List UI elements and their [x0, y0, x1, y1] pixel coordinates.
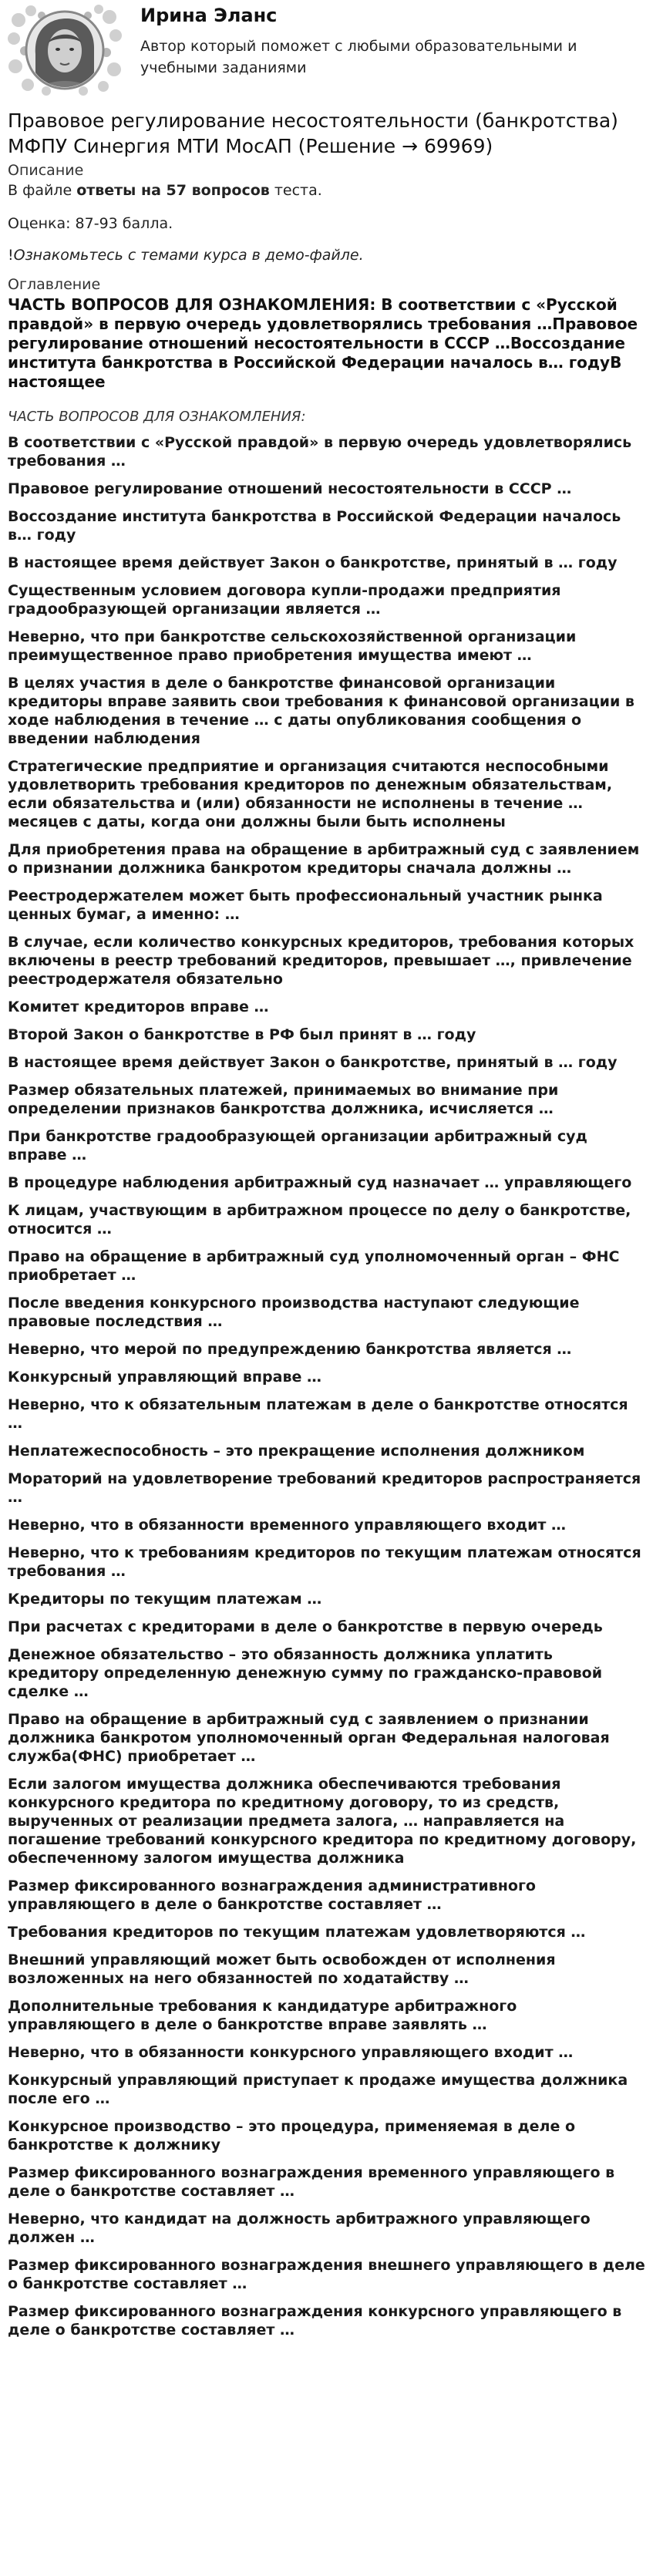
author-name[interactable]: Ирина Эланс [140, 5, 278, 26]
questions-list [8, 433, 648, 2349]
demo-note [8, 247, 364, 264]
question-item: В процедуре наблюдения арбитражный суд назначает … управляющего [8, 1174, 632, 1191]
description-bold: ответы на 57 вопросов [76, 182, 270, 199]
question-item: Существенным условием договора купли-продажи предприятия градообразующей организации является … [8, 582, 561, 618]
page-title: Правовое регулирование несостоятельности (банкротства) МФПУ Синергия МТИ МосАП (Решение → 69969) [8, 109, 618, 157]
question-item: Конкурсное производство – это процедура, применяемая в деле о банкротстве к должнику [8, 2118, 576, 2153]
question-item: Размер фиксированного вознаграждения административного управляющего в деле о банкротстве составляет … [8, 1877, 536, 1913]
question-item: В настоящее время действует Закон о банкротстве, принятый в … году [8, 1054, 618, 1071]
description-prefix: В файле [8, 182, 77, 199]
question-item: Денежное обязательство – это обязанность должника уплатить кредитору определенную денежную сумму по гражданско-правовой сделке … [8, 1646, 603, 1700]
question-item: В случае, если количество конкурсных кредиторов, требования которых включены в реестр требований кредиторов, превышает …, привлечение реестродержателя обязательно [8, 934, 634, 988]
question-item: Размер фиксированного вознаграждения конкурсного управляющего в деле о банкротстве составляет … [8, 2303, 622, 2339]
score-text: Оценка: 87-93 балла. [8, 215, 173, 232]
question-item: Реестродержателем может быть профессиональный участник рынка ценных бумаг, а именно: … [8, 887, 603, 923]
demo-note-text: Ознакомьтесь с темами курса в демо-файле. [13, 247, 364, 264]
question-item: Неверно, что в обязанности конкурсного управляющего входит … [8, 2044, 574, 2061]
question-item: Для приобретения права на обращение в арбитражный суд с заявлением о признании должника банкротом кредиторы сначала должны … [8, 841, 640, 877]
question-item: Правовое регулирование отношений несостоятельности в СССР … [8, 480, 572, 497]
question-item: Размер фиксированного вознаграждения временного управляющего в деле о банкротстве составляет … [8, 2164, 615, 2200]
question-item: В настоящее время действует Закон о банкротстве, принятый в … году [8, 554, 618, 571]
question-item: Право на обращение в арбитражный суд уполномоченный орган – ФНС приобретает … [8, 1248, 620, 1284]
question-item: Внешний управляющий может быть освобожден от исполнения возложенных на него обязанностей по ходатайству … [8, 1951, 556, 1987]
question-item: При банкротстве градообразующей организации арбитражный суд вправе … [8, 1128, 587, 1163]
toc-text: ЧАСТЬ ВОПРОСОВ ДЛЯ ОЗНАКОМЛЕНИЯ: В соответствии с «Русской правдой» в первую очередь удовлетворялись требования …Правовое регулирование отношений несостоятельности в СССР …Воссоздание института банкротства в Российской Федерации началось в… годуВ настоящее [8, 295, 638, 391]
question-item: В целях участия в деле о банкротстве финансовой организации кредиторы вправе заявить свои требования к финансовой организации в ходе наблюдения в течение … с даты опубликования сообщения о введении наблюдения [8, 675, 634, 747]
question-item: Мораторий на удовлетворение требований кредиторов распространяется … [8, 1470, 641, 1506]
question-item: Размер фиксированного вознаграждения внешнего управляющего в деле о банкротстве составляет … [8, 2257, 645, 2292]
author-header [0, 0, 653, 100]
toc-label: Оглавление [8, 276, 101, 293]
question-item: Второй Закон о банкротстве в РФ был принят в … году [8, 1026, 476, 1043]
question-item: Конкурсный управляющий вправе … [8, 1369, 321, 1386]
author-description: Автор который поможет с любыми образовательными и учебными заданиями [140, 38, 577, 76]
question-item: Воссоздание института банкротства в Российской Федерации началось в… году [8, 508, 621, 544]
question-item: В соответствии с «Русской правдой» в первую очередь удовлетворялись требования … [8, 434, 632, 470]
question-item: Комитет кредиторов вправе … [8, 998, 269, 1015]
question-item: Требования кредиторов по текущим платежам удовлетворяются … [8, 1924, 586, 1941]
question-item: Неверно, что кандидат на должность арбитражного управляющего должен … [8, 2211, 591, 2246]
question-item: Право на обращение в арбитражный суд с заявлением о признании должника банкротом уполномоченный орган Федеральная налоговая служба(ФНС) приобретает … [8, 1711, 610, 1765]
demo-mark: ! [8, 247, 14, 264]
question-item: Дополнительные требования к кандидатуре арбитражного управляющего в деле о банкротстве вправе заявлять … [8, 1998, 517, 2033]
question-item: Неверно, что в обязанности временного управляющего входит … [8, 1517, 567, 1534]
question-item: Стратегические предприятие и организация считаются неспособными удовлетворить требования кредиторов по денежным обязательствам, если обязательства и (или) обязанности не исполнены в течение … месяцев с даты, когда они должны были быть исполнены [8, 758, 613, 830]
question-item: Если залогом имущества должника обеспечиваются требования конкурсного кредитора по кредитному договору, то из средств, вырученных от реализации предмета залога, … направляется на погашение требований конкурсного кредитора по кредитному договору, обеспеченному залогом имущества должника [8, 1776, 637, 1867]
question-item: После введения конкурсного производства наступают следующие правовые последствия … [8, 1295, 580, 1330]
description-label: Описание [8, 162, 84, 179]
description-text [8, 182, 322, 199]
question-item: Кредиторы по текущим платежам … [8, 1591, 322, 1608]
question-item: Неверно, что к требованиям кредиторов по текущим платежам относятся требования … [8, 1544, 641, 1580]
part-label: ЧАСТЬ ВОПРОСОВ ДЛЯ ОЗНАКОМЛЕНИЯ: [8, 409, 306, 425]
question-item: К лицам, участвующим в арбитражном процессе по делу о банкротстве, относится … [8, 1202, 631, 1237]
question-item: Неверно, что мерой по предупреждению банкротства является … [8, 1341, 572, 1358]
question-item: При расчетах с кредиторами в деле о банкротстве в первую очередь [8, 1618, 603, 1635]
question-item: Неплатежеспособность – это прекращение исполнения должником [8, 1443, 585, 1460]
description-suffix: теста. [269, 182, 322, 199]
question-item: Неверно, что к обязательным платежам в деле о банкротстве относятся … [8, 1396, 628, 1432]
question-item: Неверно, что при банкротстве сельскохозяйственной организации преимущественное право приобретения имущества имеют … [8, 628, 577, 664]
question-item: Конкурсный управляющий приступает к продаже имущества должника после его … [8, 2072, 628, 2107]
question-item: Размер обязательных платежей, принимаемых во внимание при определении признаков банкротства должника, исчисляется … [8, 1082, 559, 1117]
avatar[interactable] [8, 5, 122, 96]
